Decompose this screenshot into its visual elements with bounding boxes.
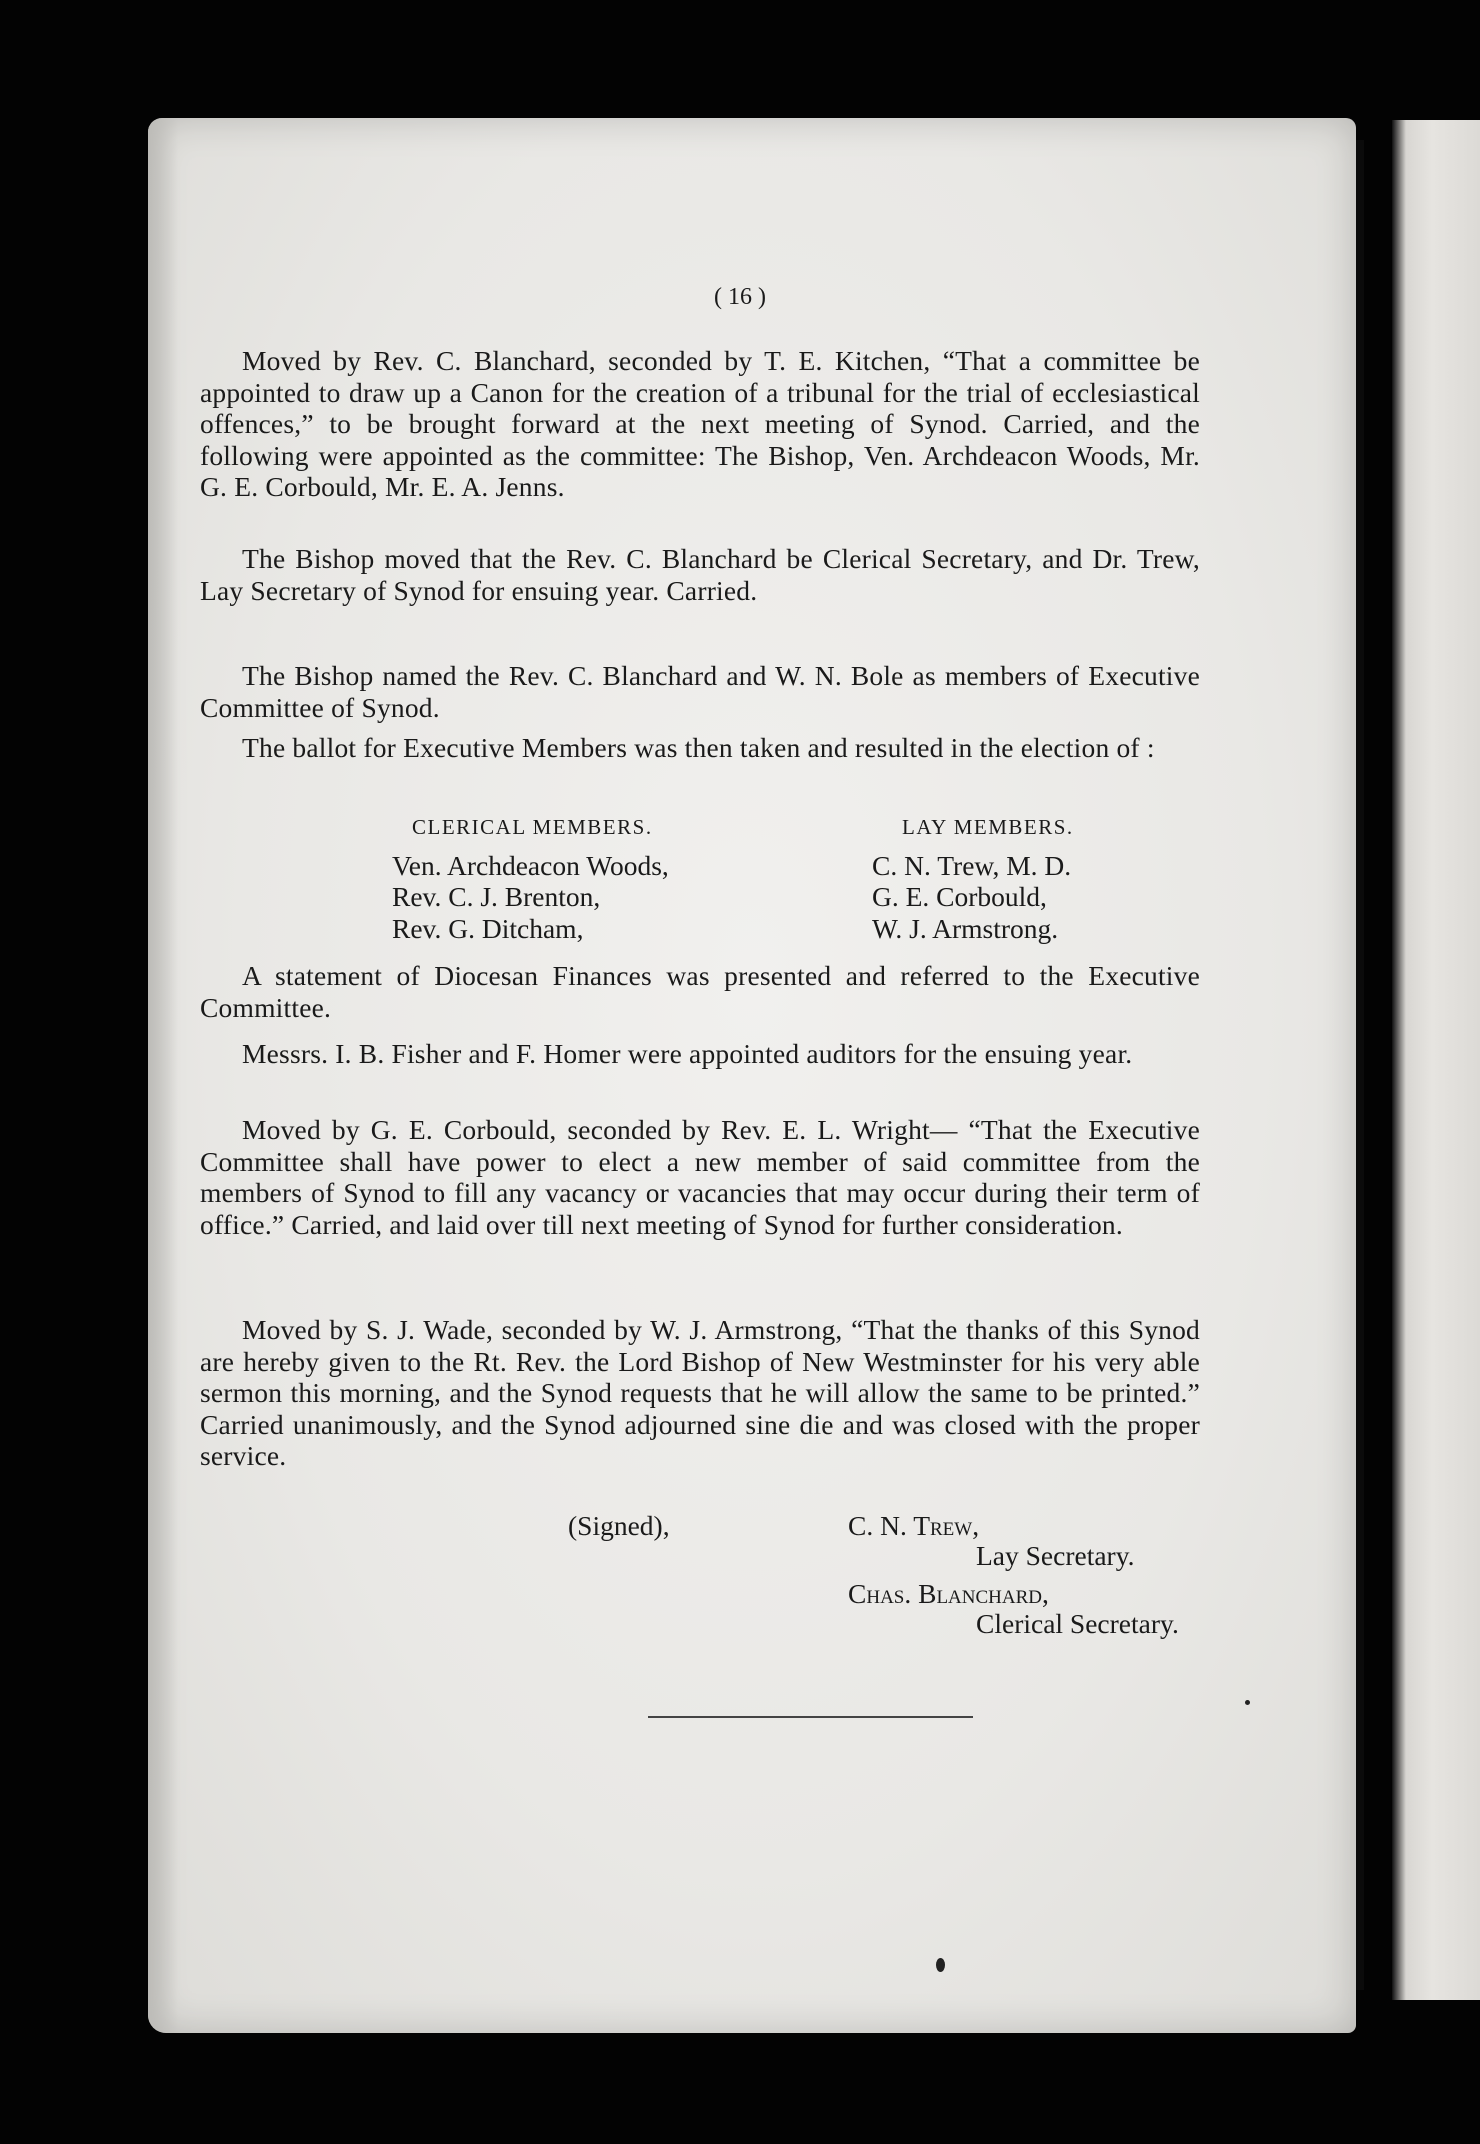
signed-label: (Signed),: [568, 1510, 670, 1541]
lay-secretary-title: Lay Secretary.: [976, 1540, 1135, 1571]
paragraph-text: Moved by G. E. Corbould, seconded by Rev. E. L. Wright— “That the Executive Committee shall have power to elect a new member of said committee from the members of Synod to fill any vacancy or vacancies that may occur during their term of office.” Carried, and laid over till next meeting of Synod for further consideration.: [200, 1114, 1200, 1240]
paragraph-thanks-sermon: [200, 1314, 1200, 1472]
paragraph-text: A statement of Diocesan Finances was presented and referred to the Executive Committee.: [200, 960, 1200, 1023]
clerical-members-column: [392, 812, 669, 944]
paragraph-executive-named: [200, 660, 1200, 723]
lay-member: W. J. Armstrong.: [872, 912, 1059, 944]
clerical-secretary-title: Clerical Secretary.: [976, 1608, 1179, 1639]
paragraph-text: The Bishop moved that the Rev. C. Blanchard be Clerical Secretary, and Dr. Trew, Lay Secretary of Synod for ensuing year. Carried.: [200, 543, 1200, 606]
clerical-member: Ven. Archdeacon Woods,: [392, 849, 669, 881]
closing-rule: [648, 1716, 973, 1718]
ink-spot: [936, 1958, 945, 1972]
paragraph-text: The ballot for Executive Members was then taken and resulted in the election of :: [242, 732, 1155, 763]
paragraph-text: The Bishop named the Rev. C. Blanchard and W. N. Bole as members of Executive Committee of Synod.: [200, 660, 1200, 723]
clerical-member: Rev. C. J. Brenton,: [392, 881, 601, 912]
clerical-member: Rev. G. Ditcham,: [392, 912, 584, 944]
page-edge-shading: [148, 118, 178, 2033]
paragraph-secretaries: [200, 543, 1200, 606]
paragraph-ballot: [200, 732, 1200, 764]
adjacent-page-edge: [1392, 120, 1480, 2000]
lay-secretary-name: C. N. Trew,: [848, 1510, 980, 1541]
paragraph-text: Moved by S. J. Wade, seconded by W. J. Armstrong, “That the thanks of this Synod are hereby given to the Rt. Rev. the Lord Bishop of New Westminster for his very able sermon this morning, and the Synod requests that he will allow the same to be printed.” Carried unanimously, and the Synod adjourned sine die and was closed with the proper service.: [200, 1314, 1200, 1471]
page-number: ( 16 ): [714, 284, 766, 310]
clerical-secretary-name: Chas. Blanchard,: [848, 1578, 1049, 1609]
ink-spot: [1245, 1700, 1250, 1705]
lay-members-heading: LAY MEMBERS.: [902, 815, 1074, 839]
lay-member: C. N. Trew, M. D.: [872, 849, 1072, 881]
paragraph-auditors: [200, 1038, 1200, 1070]
clerical-members-heading: CLERICAL MEMBERS.: [412, 815, 653, 839]
paragraph-executive-power: [200, 1114, 1200, 1240]
paragraph-committee-canon: [200, 345, 1200, 503]
lay-member: G. E. Corbould,: [872, 881, 1047, 912]
paragraph-finances: [200, 960, 1200, 1023]
paragraph-text: Moved by Rev. C. Blanchard, seconded by T. E. Kitchen, “That a committee be appointed to draw up a Canon for the creation of a tribunal for the trial of ecclesiastical offences,” to be brought forward at the next meeting of Synod. Carried, and the following were appointed as the committee: The Bishop, Ven. Archdeacon Woods, Mr. G. E. Corbould, Mr. E. A. Jenns.: [200, 345, 1200, 502]
paragraph-text: Messrs. I. B. Fisher and F. Homer were appointed auditors for the ensuing year.: [242, 1038, 1133, 1069]
lay-members-column: [872, 812, 1074, 944]
